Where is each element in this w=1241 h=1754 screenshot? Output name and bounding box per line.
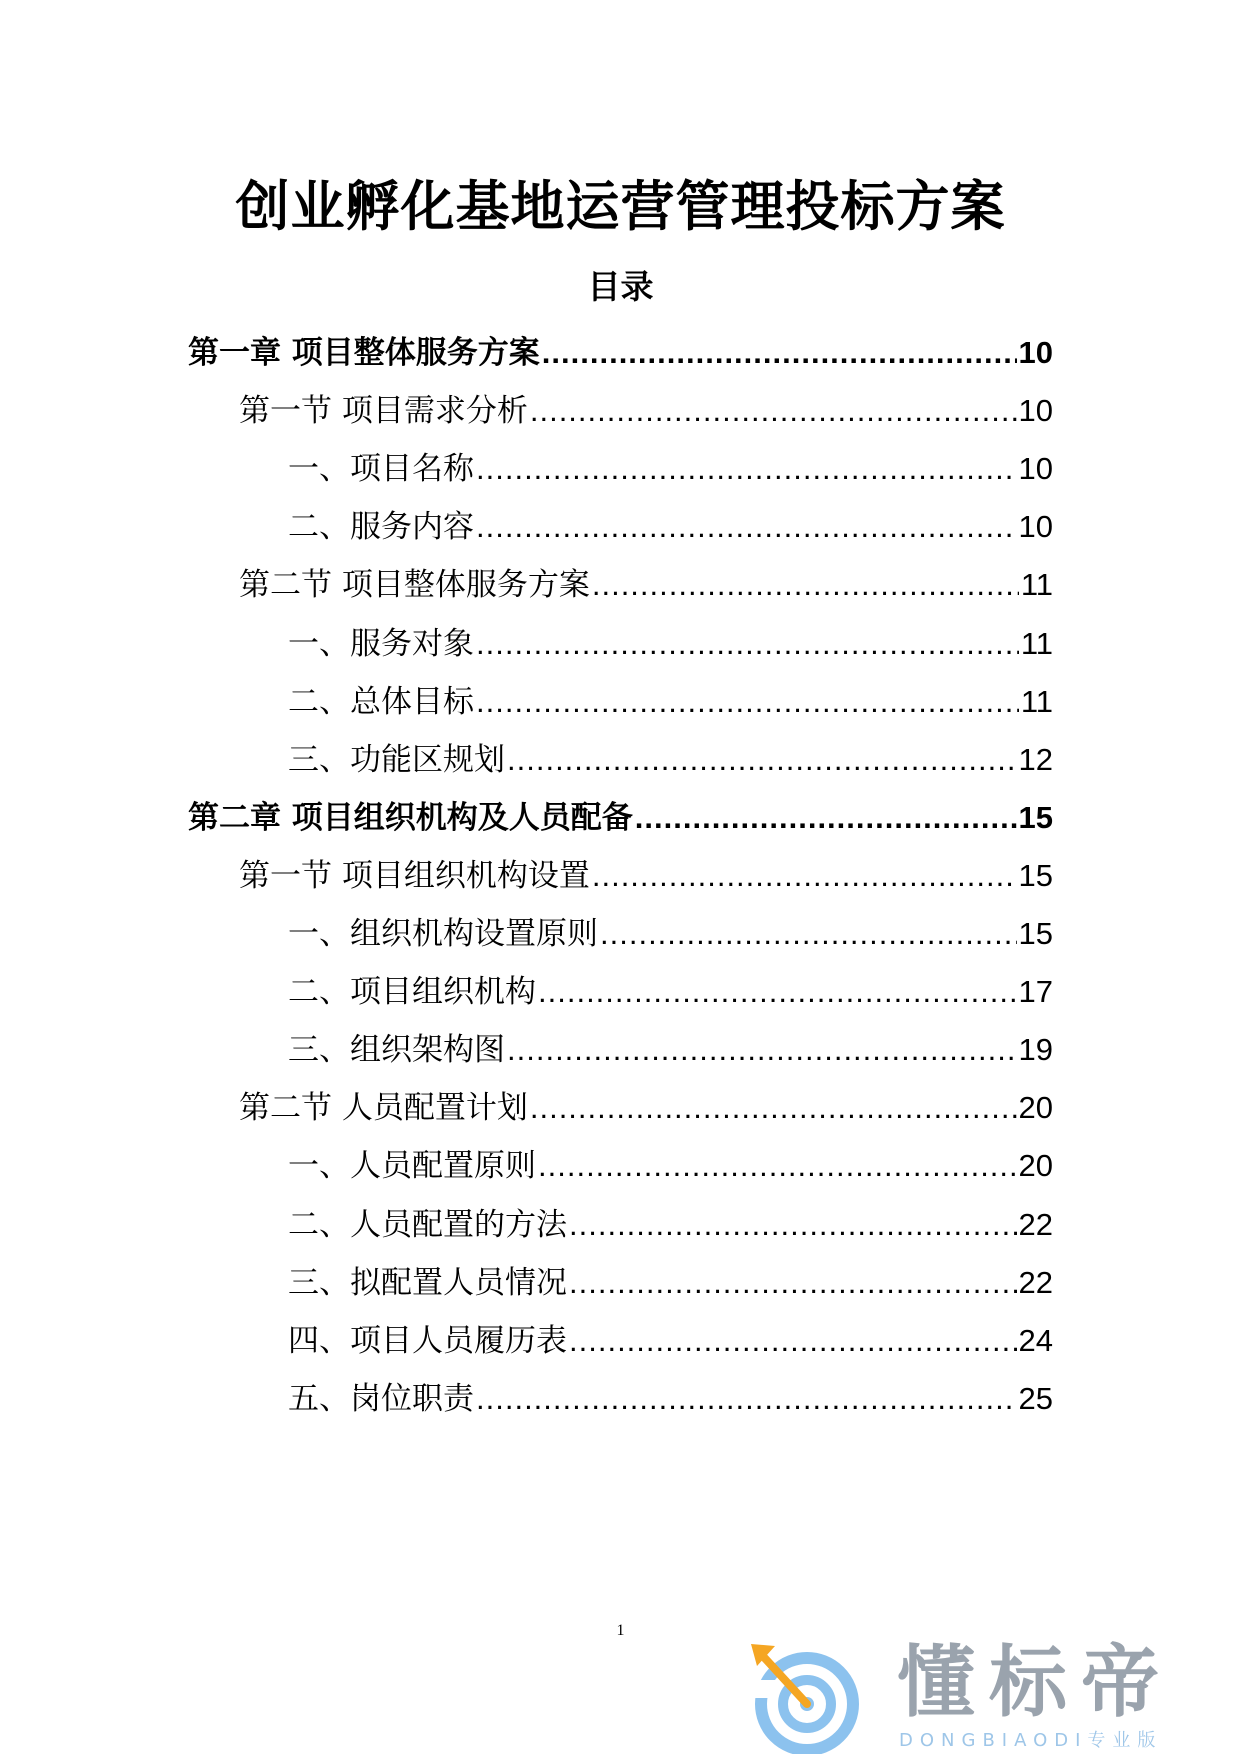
toc-entry-label: 一、组织机构设置原则 bbox=[288, 916, 598, 952]
toc-leader-dots bbox=[530, 386, 1017, 436]
toc-entry-label: 三、拟配置人员情况 bbox=[288, 1264, 567, 1301]
toc-entry-page: 10 bbox=[1018, 509, 1053, 545]
toc-entry-page: 17 bbox=[1018, 974, 1053, 1010]
toc-entry[interactable] bbox=[288, 909, 1053, 959]
toc-leader-dots bbox=[476, 677, 1019, 727]
toc-leader-dots bbox=[569, 1316, 1017, 1366]
toc-entry[interactable] bbox=[288, 444, 1053, 494]
toc-entry[interactable] bbox=[288, 1316, 1053, 1366]
toc-leader-dots bbox=[476, 1374, 1017, 1424]
toc-entry-label: 第一节 项目需求分析 bbox=[239, 393, 528, 430]
toc-entry[interactable] bbox=[288, 1200, 1053, 1250]
toc-leader-dots bbox=[569, 1258, 1017, 1308]
toc-entry-label: 第一节 项目组织机构设置 bbox=[239, 857, 590, 894]
toc-entry-label: 第二节 项目整体服务方案 bbox=[239, 567, 590, 604]
toc-entry-page: 12 bbox=[1018, 741, 1053, 777]
toc-entry-page: 11 bbox=[1020, 625, 1053, 661]
toc-entry[interactable] bbox=[188, 328, 1053, 378]
toc-leader-dots bbox=[592, 851, 1017, 901]
toc-entry[interactable] bbox=[239, 851, 1053, 901]
toc-entry-page: 24 bbox=[1018, 1322, 1053, 1358]
watermark bbox=[745, 1636, 1241, 1754]
toc-heading: 目录 bbox=[587, 267, 654, 306]
toc-entry-page: 25 bbox=[1018, 1380, 1053, 1416]
toc-entry-page: 22 bbox=[1018, 1206, 1053, 1242]
toc-entry-page: 15 bbox=[1018, 916, 1053, 951]
toc-entry-label: 三、组织架构图 bbox=[288, 1032, 505, 1069]
toc-entry[interactable] bbox=[239, 560, 1053, 610]
watermark-brand: 懂标帝 bbox=[897, 1638, 1174, 1728]
toc-entry[interactable] bbox=[288, 677, 1053, 727]
toc-leader-dots bbox=[542, 328, 1017, 378]
toc-entry[interactable] bbox=[288, 1374, 1053, 1424]
toc-entry-label: 第二节 人员配置计划 bbox=[239, 1090, 528, 1127]
toc-entry-page: 19 bbox=[1018, 1032, 1053, 1068]
toc-entry[interactable] bbox=[239, 386, 1053, 436]
toc-entry-page: 22 bbox=[1018, 1264, 1053, 1300]
toc-leader-dots bbox=[476, 502, 1017, 552]
toc-entry-label: 二、服务内容 bbox=[288, 509, 474, 546]
toc-leader-dots bbox=[507, 735, 1017, 785]
toc-entry[interactable] bbox=[288, 1025, 1053, 1075]
toc-entry-label: 第一章 项目整体服务方案 bbox=[188, 335, 540, 371]
toc-entry-label: 第二章 项目组织机构及人员配备 bbox=[188, 799, 633, 836]
toc-entry-page: 15 bbox=[1018, 857, 1053, 893]
toc-entry[interactable] bbox=[288, 967, 1053, 1017]
toc-entry-label: 五、岗位职责 bbox=[288, 1380, 474, 1417]
toc-entry-page: 20 bbox=[1018, 1090, 1053, 1126]
toc-leader-dots bbox=[635, 793, 1017, 843]
toc-entry[interactable] bbox=[288, 1141, 1053, 1191]
toc-entry-label: 四、项目人员履历表 bbox=[288, 1322, 567, 1359]
toc-leader-dots bbox=[592, 560, 1019, 610]
toc-leader-dots bbox=[476, 444, 1017, 494]
toc-entry[interactable] bbox=[239, 1083, 1053, 1133]
toc-leader-dots bbox=[538, 967, 1017, 1017]
toc-leader-dots bbox=[476, 619, 1019, 669]
toc-leader-dots bbox=[530, 1083, 1017, 1133]
toc-entry[interactable] bbox=[288, 1258, 1053, 1308]
page-number: 1 bbox=[616, 1622, 625, 1639]
toc-entry-label: 二、项目组织机构 bbox=[288, 974, 536, 1011]
document-title: 创业孵化基地运营管理投标方案 bbox=[235, 175, 1006, 238]
toc-leader-dots bbox=[538, 1141, 1017, 1191]
watermark-subtitle: DONGBIAODI专业版 bbox=[899, 1730, 1163, 1751]
toc-entry-label: 二、人员配置的方法 bbox=[288, 1206, 567, 1243]
toc-entry[interactable] bbox=[288, 735, 1053, 785]
toc-entry-label: 一、项目名称 bbox=[288, 451, 474, 488]
toc-entry[interactable] bbox=[288, 502, 1053, 552]
toc-leader-dots bbox=[507, 1025, 1017, 1075]
toc-entry[interactable] bbox=[288, 619, 1053, 669]
target-arrow-icon bbox=[745, 1636, 875, 1754]
toc-entry-page: 15 bbox=[1018, 799, 1053, 835]
toc-entry-page: 11 bbox=[1020, 683, 1053, 719]
toc-entry-label: 二、总体目标 bbox=[288, 683, 474, 720]
toc-leader-dots bbox=[569, 1200, 1017, 1250]
toc-entry-page: 10 bbox=[1018, 451, 1053, 487]
toc-entry-label: 一、人员配置原则 bbox=[288, 1148, 536, 1185]
toc-entry-label: 一、服务对象 bbox=[288, 625, 474, 662]
toc-entry[interactable] bbox=[188, 793, 1053, 843]
toc-entry-page: 10 bbox=[1018, 393, 1053, 429]
toc-entry-label: 三、功能区规划 bbox=[288, 741, 505, 778]
toc-entry-page: 20 bbox=[1018, 1148, 1053, 1184]
toc-leader-dots bbox=[600, 909, 1017, 959]
toc-entry-page: 11 bbox=[1020, 567, 1053, 603]
toc-entry-page: 10 bbox=[1018, 335, 1053, 370]
